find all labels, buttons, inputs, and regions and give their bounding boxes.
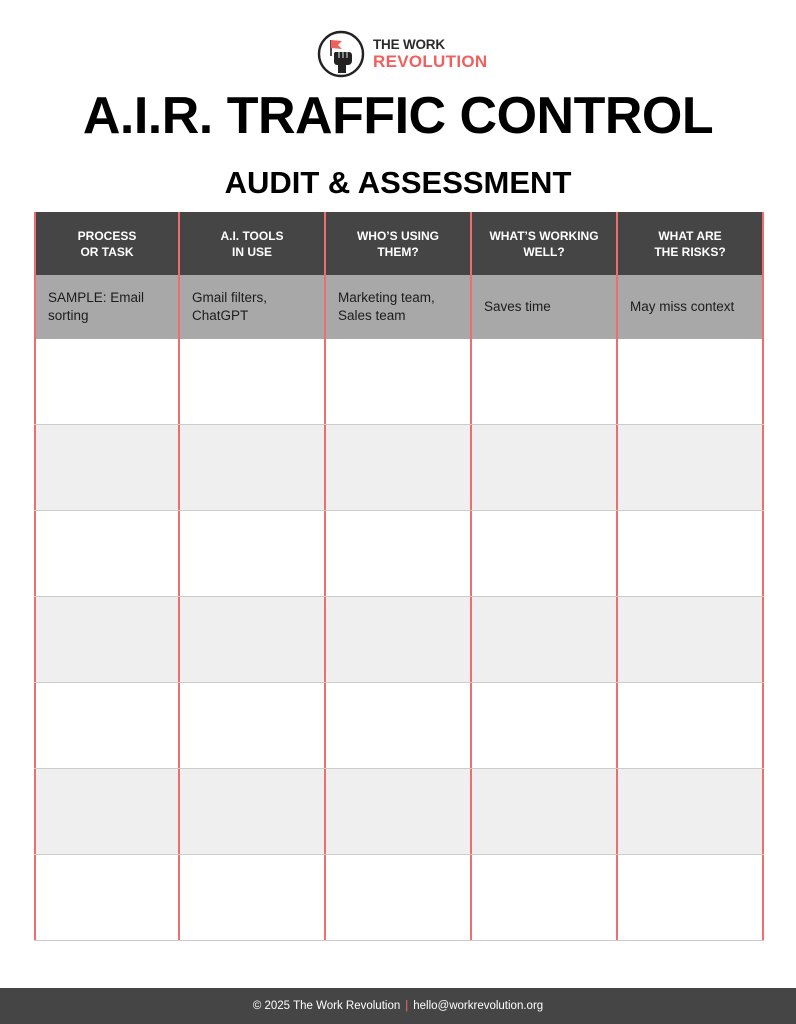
blank-cell[interactable] [472,511,618,596]
blank-cell[interactable] [618,511,764,596]
blank-cell[interactable] [180,511,326,596]
sample-row [34,275,764,339]
audit-table [34,212,764,941]
raised-fist-flag-icon [317,30,365,78]
sample-working[interactable] [472,275,618,339]
footer-email-link[interactable]: hello@workrevolution.org [413,1000,544,1012]
header-ai-tools-label: A.I. TOOLS IN USE [220,228,284,259]
blank-cell[interactable] [326,339,472,424]
blank-cell[interactable] [34,339,180,424]
blank-cell[interactable] [472,425,618,510]
blank-cell[interactable] [618,769,764,854]
page-subtitle: AUDIT & ASSESSMENT [224,165,572,200]
blank-cell[interactable] [326,597,472,682]
table-row [34,339,764,425]
header-process-label: PROCESS OR TASK [77,228,137,259]
sample-ai-tools[interactable] [180,275,326,339]
table-header-row [34,212,764,275]
header-risks [618,212,764,275]
blank-cell[interactable] [180,683,326,768]
header-working [472,212,618,275]
blank-cell[interactable] [34,511,180,596]
blank-cell[interactable] [618,597,764,682]
blank-cell[interactable] [180,425,326,510]
blank-cell[interactable] [34,597,180,682]
header-ai-tools [180,212,326,275]
blank-cell[interactable] [180,597,326,682]
blank-cell[interactable] [34,769,180,854]
header-risks-label: WHAT ARE THE RISKS? [654,228,726,259]
page-title: A.I.R. TRAFFIC CONTROL [82,87,714,145]
blank-cell[interactable] [618,339,764,424]
brand-logo [317,29,487,79]
blank-cell[interactable] [618,683,764,768]
sample-working-text: Saves time [484,299,551,314]
sample-process-text: SAMPLE: Email sorting [48,290,145,323]
blank-cell[interactable] [472,597,618,682]
logo-line-1: THE WORK [373,36,445,52]
sample-ai-tools-text: Gmail filters, ChatGPT [192,290,268,323]
blank-cell[interactable] [326,511,472,596]
blank-cell[interactable] [472,339,618,424]
blank-cell[interactable] [180,769,326,854]
table-row [34,855,764,941]
logo-wordmark [373,38,487,71]
blank-cell[interactable] [326,855,472,940]
table-row [34,511,764,597]
footer-separator: | [405,1000,409,1012]
blank-cell[interactable] [180,339,326,424]
header-process [34,212,180,275]
blank-cell[interactable] [472,683,618,768]
blank-cell[interactable] [326,425,472,510]
blank-cell[interactable] [180,855,326,940]
blank-cell[interactable] [472,855,618,940]
sample-who-text: Marketing team, Sales team [338,290,435,323]
blank-cell[interactable] [326,769,472,854]
table-row [34,425,764,511]
logo-line-2: REVOLUTION [373,52,488,72]
page-footer [0,988,796,1024]
blank-cell[interactable] [472,769,618,854]
blank-cell[interactable] [34,425,180,510]
sample-who[interactable] [326,275,472,339]
sample-process[interactable] [34,275,180,339]
header-who-label: WHO’S USING THEM? [356,228,439,259]
header-working-label: WHAT’S WORKING WELL? [489,228,599,259]
table-row [34,597,764,683]
table-row [34,683,764,769]
table-row [34,769,764,855]
sample-risks-text: May miss context [630,299,735,314]
blank-cell[interactable] [326,683,472,768]
footer-copyright: © 2025 The Work Revolution [252,1000,401,1012]
blank-cell[interactable] [34,855,180,940]
header-who [326,212,472,275]
sample-risks[interactable] [618,275,764,339]
blank-cell[interactable] [34,683,180,768]
blank-cell[interactable] [618,855,764,940]
blank-cell[interactable] [618,425,764,510]
